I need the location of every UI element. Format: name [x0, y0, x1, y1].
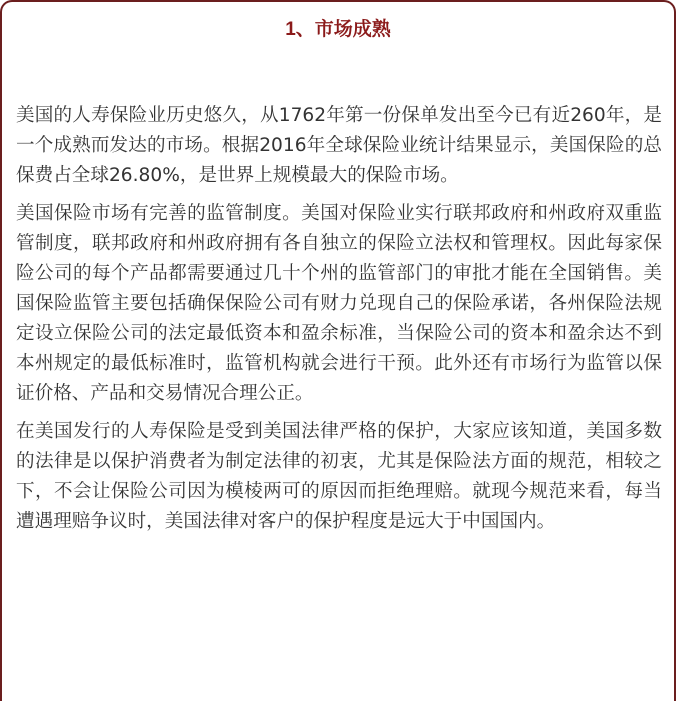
paragraph-legal-protection: 在美国发行的人寿保险是受到美国法律严格的保护，大家应该知道，美国多数的法律是以保护消费者为制定法律的初衷，尤其是保险法方面的规范，相较之下，不会让保险公司因为模棱两可的原因而拒绝理赔。就现今规范来看，每当遭遇理赔争议时，美国法律对客户的保护程度是远大于中国国内。 — [16, 421, 662, 532]
paragraph-regulation: 美国保险市场有完善的监管制度。美国对保险业实行联邦政府和州政府双重监管制度，联邦政府和州政府拥有各自独立的保险立法权和管理权。因此每家保险公司的每个产品都需要通过几十个州的监管部门的审批才能在全国销售。美国保险监管主要包括确保保险公司有财力兑现自己的保险承诺，各州保险法规定设立保险公司的法定最低资本和盈余标准，当保险公司的资本和盈余达不到本州规定的最低标准时，监管机构就会进行干预。此外还有市场行为监管以保证价格、产品和交易情况合理公正。 — [16, 203, 662, 404]
section-heading: 1、市场成熟 — [285, 19, 391, 40]
article-body — [16, 101, 662, 545]
paragraph-history: 美国的人寿保险业历史悠久，从1762年第一份保单发出至今已有近260年，是一个成熟而发达的市场。根据2016年全球保险业统计结果显示，美国保险的总保费占全球26.80%，是世界上规模最大的保险市场。 — [16, 105, 662, 186]
